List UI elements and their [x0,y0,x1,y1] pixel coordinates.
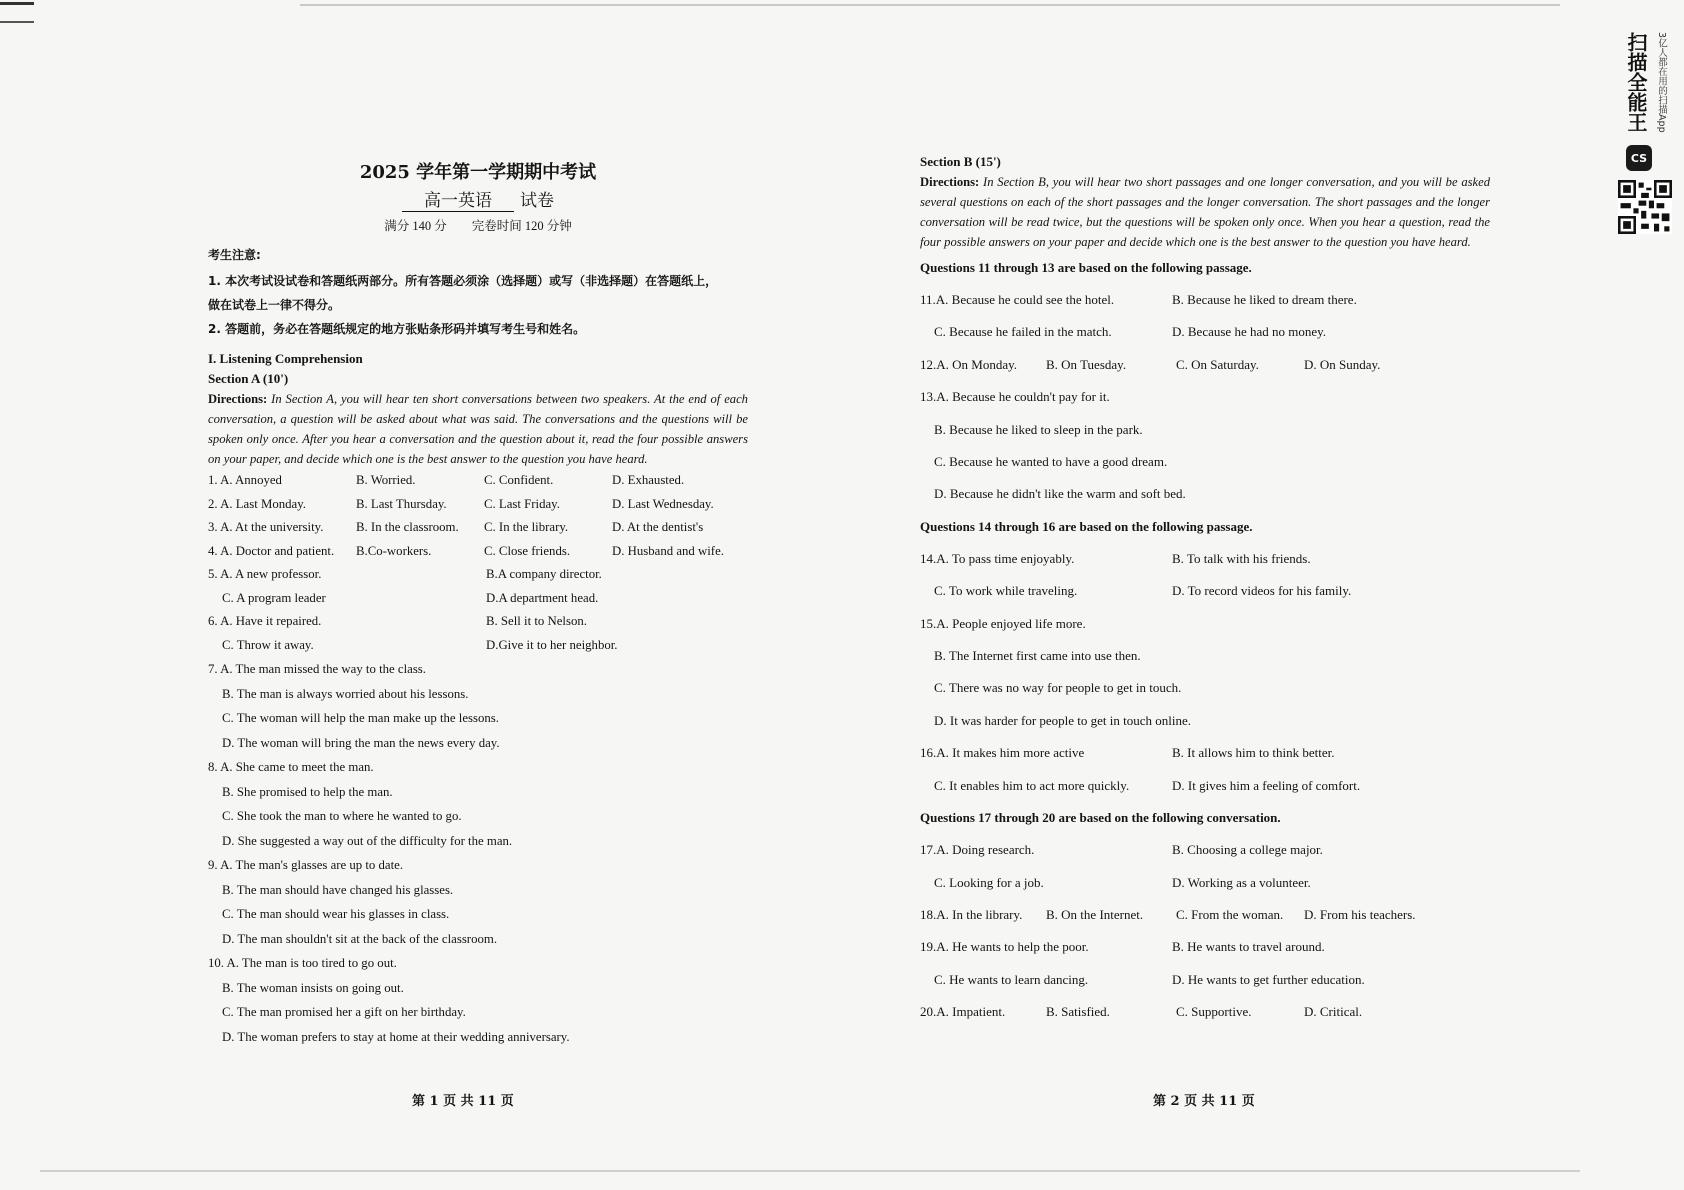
option: B. The man is always worried about his lessons. [222,686,469,701]
option: C. Confident. [484,473,554,487]
option: B. Sell it to Nelson. [486,614,587,628]
scan-corner-mark [0,2,34,23]
option: B.Co-workers. [356,543,432,558]
notice-heading: 考生注意: [208,248,261,262]
conversation-heading-17-20: Questions 17 through 20 are based on the following conversation. [920,810,1281,826]
option: 3. A. At the university. [208,520,324,534]
option: D.Give it to her neighbor. [486,637,618,652]
notice-1b: 做在试卷上一律不得分。 [208,298,341,312]
question-8 [208,755,748,853]
option: C. On Saturday. [1176,356,1259,372]
option: D. From his teachers. [1304,906,1416,922]
option: B. On Tuesday. [1046,356,1127,372]
option: C. To work while traveling. [934,583,1078,599]
question-17 [920,834,1490,899]
question-13 [920,381,1490,511]
scanner-brand-slogan: 3亿人都在用的扫描App [1656,32,1667,133]
option: C. It enables him to act more quickly. [934,777,1130,793]
option: D. The woman prefers to stay at home at their wedding anniversary. [222,1029,570,1044]
option: D. He wants to get further education. [1172,971,1365,987]
question-12 [920,349,1490,381]
option: D. Because he didn't like the warm and soft bed. [934,486,1186,502]
option: 13.A. Because he couldn't pay for it. [920,389,1110,405]
question-19 [920,931,1490,996]
option: 6. A. Have it repaired. [208,614,322,628]
option: C. Last Friday. [484,496,560,511]
scan-edge-bottom [40,1170,1580,1172]
option: B. Because he liked to sleep in the park. [934,421,1143,437]
question-6 [208,610,748,657]
directions-label: Directions: [920,175,980,189]
option: B. The man should have changed his glasses. [222,882,454,897]
scan-edge-top [300,4,1560,6]
scanner-brand-name: 扫描全能王 [1624,32,1648,132]
passage-heading-11-13: Questions 11 through 13 are based on the following passage. [920,260,1252,275]
option: 12.A. On Monday. [920,356,1018,372]
option: D. To record videos for his family. [1172,583,1352,599]
option: C. The man should wear his glasses in class. [222,907,450,921]
option: C. Because he wanted to have a good dream. [934,454,1168,470]
question-16 [920,737,1490,802]
option: B. Because he liked to dream there. [1172,292,1357,307]
paper-label: 试卷 [520,191,554,210]
option: B. She promised to help the man. [222,784,393,799]
option: B. He wants to travel around. [1172,939,1325,955]
option: C. Because he failed in the match. [934,324,1112,340]
option: B. It allows him to think better. [1172,745,1335,761]
option: B. In the classroom. [356,520,459,534]
question-18 [920,899,1490,931]
option: C. She took the man to where he wanted to go. [222,809,462,823]
qr-code-icon [1618,180,1672,234]
option: D. Because he had no money. [1172,324,1327,340]
option: 4. A. Doctor and patient. [208,543,335,558]
page-number-left: 第 1 页 共 11 页 [412,1094,514,1109]
option: D. She suggested a way out of the difficulty for the man. [222,833,513,848]
notice-1a: 1. 本次考试设试卷和答题纸两部分。所有答题必须涂（选择题）或写（非选择题）在答题纸上， [208,274,718,288]
option: C. The woman will help the man make up the lessons. [222,711,499,725]
option: C. There was no way for people to get in touch. [934,680,1182,696]
directions-text: In Section A, you will hear ten short conversations between two speakers. At the end of each conversation, a question will be asked about what was said. The conversations and the questions will be spoken only once. After you hear a conversation and the question about it, read the four possible answers on your paper, and decide which one is the best answer to the question you have heard. [208,392,748,466]
question-10 [208,951,748,1049]
option: B. Choosing a college major. [1172,842,1323,858]
option: B. To talk with his friends. [1172,550,1311,566]
option: 7. A. The man missed the way to the class. [208,662,426,676]
section-b-directions [920,172,1490,252]
page-number-right: 第 2 页 共 11 页 [1153,1094,1255,1109]
question-2 [208,493,748,517]
option: D. The woman will bring the man the news every day. [222,735,500,750]
page-2 [920,150,1490,1029]
question-14 [920,543,1490,608]
option: 1. A. Annoyed [208,473,282,487]
exam-title: 2025 学年第一学期期中考试 [359,162,597,183]
option: B. Satisfied. [1046,1004,1110,1020]
directions-label: Directions: [208,392,268,406]
option: C. He wants to learn dancing. [934,971,1089,987]
option: D. It was harder for people to get in touch online. [934,712,1192,728]
option: 2. A. Last Monday. [208,496,306,511]
option: D. Husband and wife. [612,543,724,558]
option: C. From the woman. [1176,906,1284,922]
option: D. On Sunday. [1304,356,1381,372]
option: 15.A. People enjoyed life more. [920,615,1086,631]
question-7 [208,657,748,755]
section-a-heading: Section A (10') [208,371,289,386]
option: B. Worried. [356,473,416,487]
question-1 [208,469,748,493]
option: 20.A. Impatient. [920,1004,1006,1020]
option: B.A company director. [486,567,602,581]
option: B. Last Thursday. [356,496,447,511]
option: 18.A. In the library. [920,906,1023,922]
option: D. Critical. [1304,1004,1363,1020]
option: 5. A. A new professor. [208,567,322,581]
page-1 [208,150,748,1049]
notice-2: 2. 答题前，务必在答题纸规定的地方张贴条形码并填写考生号和姓名。 [208,322,586,336]
scanner-watermark [1618,30,1674,270]
option: C. Throw it away. [222,637,314,652]
question-3 [208,516,748,540]
part-heading: I. Listening Comprehension [208,351,363,366]
option: D.A department head. [486,590,599,605]
question-11 [920,284,1490,349]
option: D. Working as a volunteer. [1172,874,1311,890]
option: C. Supportive. [1176,1004,1252,1020]
option: C. Close friends. [484,543,571,558]
option: 8. A. She came to meet the man. [208,760,374,774]
option: D. It gives him a feeling of comfort. [1172,777,1361,793]
cs-logo-icon: CS [1626,145,1652,171]
section-a-directions [208,389,748,469]
option: 17.A. Doing research. [920,842,1035,858]
score-line: 满分 140 分 完卷时间 120 分钟 [384,219,572,233]
option: D. Last Wednesday. [612,496,714,511]
option: 16.A. It makes him more active [920,745,1085,761]
passage-heading-14-16: Questions 14 through 16 are based on the following passage. [920,518,1253,534]
option: 19.A. He wants to help the poor. [920,939,1089,955]
option: B. The woman insists on going out. [222,980,404,995]
option: B. The Internet first came into use then. [934,648,1141,664]
option: D. The man shouldn't sit at the back of the classroom. [222,931,498,946]
option: 9. A. The man's glasses are up to date. [208,858,404,872]
subject-name: 高一英语 [402,186,514,212]
question-9 [208,853,748,951]
option: B. On the Internet. [1046,906,1144,922]
option: C. A program leader [222,590,326,605]
option: D. At the dentist's [612,520,704,534]
section-b-heading: Section B (15') [920,154,1001,169]
option: C. Looking for a job. [934,874,1044,890]
subject-line [208,186,748,212]
option: C. The man promised her a gift on her birthday. [222,1005,466,1019]
question-15 [920,608,1490,738]
question-5 [208,563,748,610]
option: C. In the library. [484,520,569,534]
directions-text: In Section B, you will hear two short passages and one longer conversation, and you will be asked several questions on each of the short passages and the longer conversation. The short passages and the longer conversation will be read twice, but the questions will be spoken only once. When you hear a question, read the four possible answers on your paper and decide which one is the best answer to the question you have heard. [920,175,1490,249]
option: D. Exhausted. [612,473,685,487]
question-4 [208,540,748,564]
option: 14.A. To pass time enjoyably. [920,550,1075,566]
option: 11.A. Because he could see the hotel. [920,292,1115,307]
question-20 [920,996,1490,1028]
option: 10. A. The man is too tired to go out. [208,956,397,970]
